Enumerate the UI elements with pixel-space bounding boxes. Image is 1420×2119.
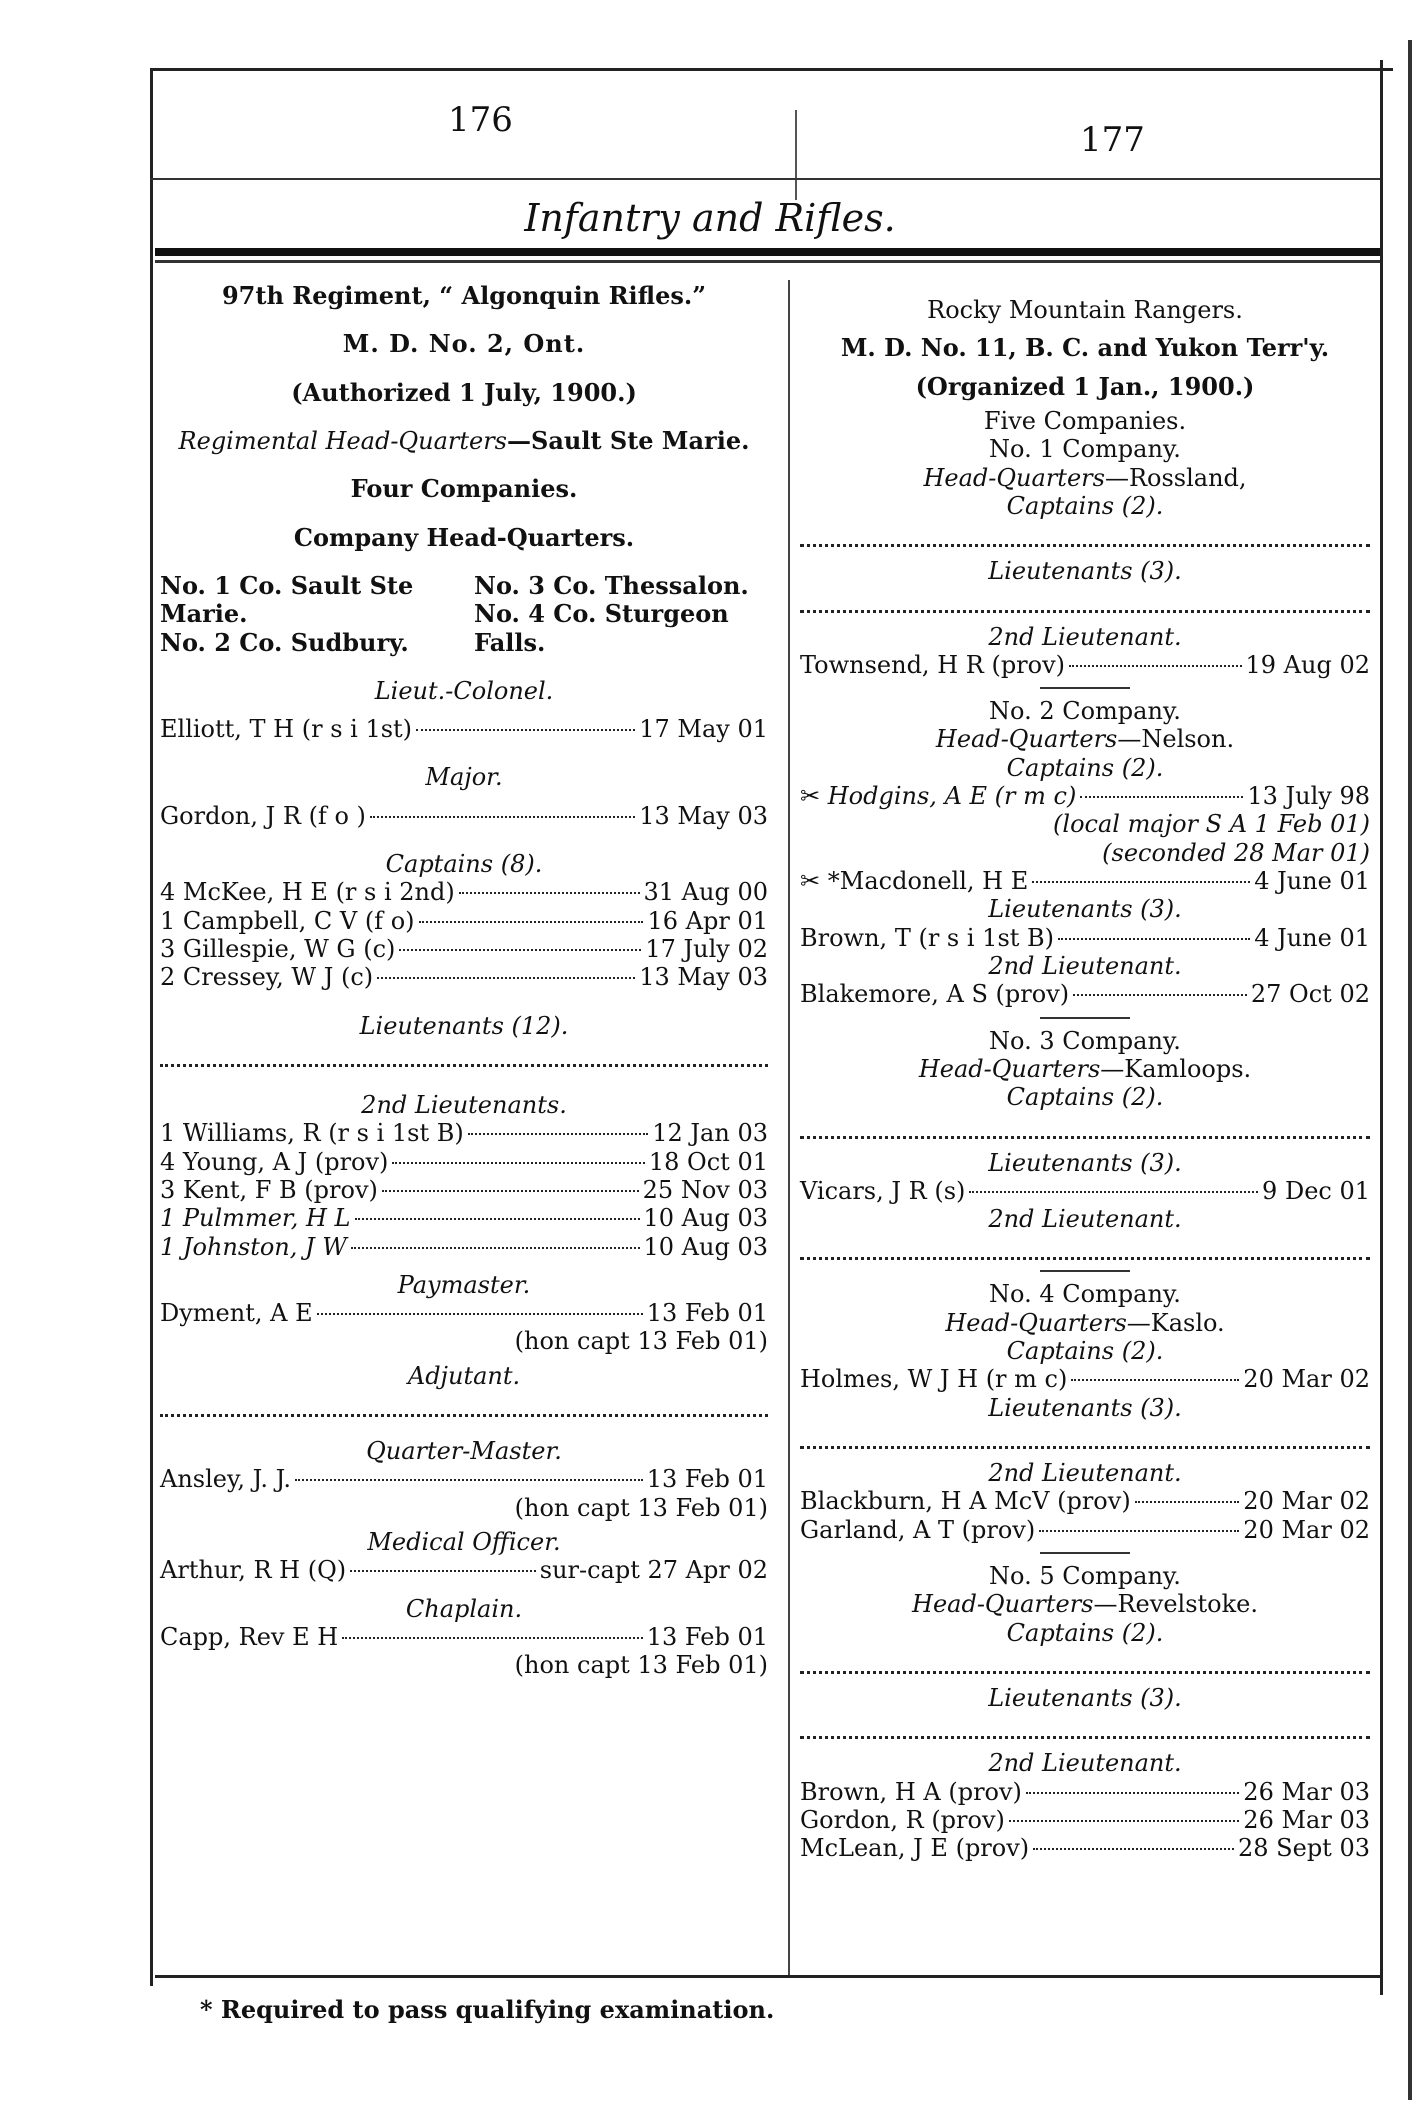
adjutant-heading: Adjutant. <box>407 1361 521 1390</box>
entry-name: Gordon, R (prov) <box>800 1805 1005 1834</box>
officer-entry <box>800 1365 1370 1393</box>
lieutenants-heading: Lieutenants (3). <box>988 895 1182 924</box>
vacant-line <box>160 1396 768 1417</box>
captain-entry <box>160 963 768 991</box>
lt-col-heading: Lieut.-Colonel. <box>374 676 554 705</box>
entry-name: 3 Gillespie, W G (c) <box>160 935 396 963</box>
entry-date: 16 Apr 01 <box>647 906 768 935</box>
entry-name: Ansley, J. J. <box>160 1465 292 1494</box>
entry-name: Blakemore, A S (prov) <box>800 980 1070 1009</box>
company-5-hq <box>800 1590 1370 1618</box>
vacant-line <box>800 526 1370 547</box>
entry-date: 13 May 03 <box>639 801 768 830</box>
mo-heading: Medical Officer. <box>367 1528 561 1556</box>
company-1: No. 1 Co. Sault Ste Marie. <box>160 570 414 629</box>
company-list <box>160 572 768 657</box>
companies-count: Four Companies. <box>350 474 578 504</box>
captain-entry <box>160 907 768 935</box>
section-rule <box>1040 687 1130 689</box>
entry-date: 20 Mar 02 <box>1243 1365 1370 1394</box>
vacant-line <box>800 1653 1370 1674</box>
entry-date: 27 Oct 02 <box>1250 980 1370 1009</box>
entry-name: Capp, Rev E H <box>160 1622 339 1651</box>
company-1-title: No. 1 Company. <box>989 435 1181 464</box>
header-rule <box>150 178 1380 180</box>
second-lt-heading: 2nd Lieutenant. <box>988 1459 1182 1487</box>
officer-entry <box>800 1516 1370 1544</box>
entry-name: McLean, J E (prov) <box>800 1834 1030 1863</box>
entry-name: Townsend, H R (prov) <box>800 650 1066 679</box>
captain-entry <box>160 878 768 906</box>
officer-entry <box>800 1834 1370 1862</box>
scissors-icon: ✂ <box>800 782 821 811</box>
entry-date: 9 Dec 01 <box>1262 1176 1370 1205</box>
entry-date: 26 Mar 03 <box>1243 1777 1370 1806</box>
lieutenants-heading: Lieutenants (3). <box>988 1393 1182 1422</box>
entry-date: 12 Jan 03 <box>652 1119 768 1148</box>
vacant-line <box>800 592 1370 613</box>
entry-date: 13 Feb 01 <box>646 1622 768 1651</box>
entry-name: 1 Campbell, C V (f o) <box>160 906 415 935</box>
company-3-hq <box>800 1055 1370 1083</box>
footnote: * Required to pass qualifying examination. <box>200 1995 775 2024</box>
entry-name: ✂ *Macdonell, H E <box>800 867 1029 895</box>
hq-label: Head-Quarters <box>935 725 1118 754</box>
section-rule <box>1040 1270 1130 1272</box>
entry-date: 19 Aug 02 <box>1245 650 1370 679</box>
entry-date: 25 Nov 03 <box>642 1175 768 1204</box>
major-entry <box>160 802 768 830</box>
qm-heading: Quarter-Master. <box>366 1437 562 1466</box>
second-lt-heading: 2nd Lieutenant. <box>988 1205 1182 1234</box>
hq-value: —Rossland, <box>1104 463 1247 492</box>
entry-date: 13 Feb 01 <box>646 1465 768 1494</box>
company-4: No. 4 Co. Sturgeon Falls. <box>474 599 729 657</box>
hq-value: —Nelson. <box>1117 725 1235 754</box>
entry-name: 1 Pulmmer, H L <box>160 1204 351 1233</box>
company-5-title: No. 5 Company. <box>989 1561 1181 1590</box>
title-rule-thin <box>155 260 1380 263</box>
officer-entry <box>800 782 1370 810</box>
column-divider <box>788 280 790 1975</box>
second-lt-entry <box>160 1233 768 1261</box>
captains-heading: Captains (2). <box>1006 753 1164 782</box>
officer-entry <box>800 924 1370 952</box>
lieutenants-heading: Lieutenants (3). <box>988 1683 1182 1712</box>
entry-name: Dyment, A E <box>160 1299 313 1328</box>
page-edge <box>1408 40 1412 2100</box>
company-4-title: No. 4 Company. <box>989 1280 1181 1309</box>
paymaster-hon: (hon capt 13 Feb 01) <box>514 1327 768 1356</box>
hq-label: Head-Quarters <box>918 1054 1101 1083</box>
entry-name: ✂ Hodgins, A E (r m c) <box>800 782 1077 811</box>
second-lts-heading: 2nd Lieutenants. <box>361 1090 567 1119</box>
lieutenants-heading: Lieutenants (3). <box>988 1148 1182 1177</box>
lt-col-entry <box>160 715 768 743</box>
lieutenants-heading: Lieutenants (3). <box>988 557 1182 586</box>
district: M. D. No. 11, B. C. and Yukon Terr'y. <box>840 333 1330 363</box>
entry-date: 26 Mar 03 <box>1243 1805 1370 1834</box>
right-frame-line <box>1380 60 1383 1995</box>
regimental-hq-label: Regimental Head-Quarters <box>178 426 507 455</box>
entry-date: 17 May 01 <box>639 715 768 744</box>
officer-entry <box>800 980 1370 1008</box>
entry-date: 4 June 01 <box>1254 867 1370 895</box>
officer-entry <box>800 651 1370 679</box>
authorized: (Authorized 1 July, 1900.) <box>291 377 637 407</box>
captains-heading: Captains (2). <box>1006 491 1164 520</box>
second-lt-entry <box>160 1204 768 1232</box>
hq-label: Head-Quarters <box>923 463 1105 492</box>
chaplain-hon: (hon capt 13 Feb 01) <box>514 1651 768 1680</box>
entry-name: Arthur, R H (Q) <box>160 1556 347 1585</box>
regimental-hq-value: —Sault Ste Marie. <box>507 425 750 455</box>
paymaster-heading: Paymaster. <box>397 1270 531 1299</box>
qm-hon: (hon capt 13 Feb 01) <box>514 1493 768 1522</box>
hq-value: —Kamloops. <box>1100 1054 1252 1083</box>
vacant-line <box>800 1428 1370 1449</box>
paymaster-entry <box>160 1299 768 1327</box>
vacant-line <box>160 1046 768 1067</box>
entry-name: 4 McKee, H E (r s i 2nd) <box>160 878 455 907</box>
vacant-line <box>800 1718 1370 1739</box>
officer-entry <box>800 1487 1370 1515</box>
entry-date: 10 Aug 03 <box>643 1204 768 1233</box>
title-rule-thick <box>155 248 1380 256</box>
second-lt-entry <box>160 1148 768 1176</box>
entry-date: 13 July 98 <box>1247 782 1370 811</box>
entry-name: Brown, T (r s i 1st B) <box>800 923 1055 952</box>
entry-name: Holmes, W J H (r m c) <box>800 1365 1068 1394</box>
entry-name: 4 Young, A J (prov) <box>160 1147 389 1176</box>
entry-date: 28 Sept 03 <box>1238 1834 1370 1863</box>
entry-name: Garland, A T (prov) <box>800 1515 1036 1544</box>
company-3-title: No. 3 Company. <box>989 1026 1181 1055</box>
entry-note: (seconded 28 Mar 01) <box>1102 838 1370 867</box>
entry-note: (local major S A 1 Feb 01) <box>1053 810 1370 839</box>
company-3: No. 3 Co. Thessalon. <box>474 570 749 600</box>
company-2: No. 2 Co. Sudbury. <box>160 627 409 657</box>
captain-entry <box>160 935 768 963</box>
regiment-number: 97th <box>221 281 284 310</box>
scissors-icon: ✂ <box>800 867 821 895</box>
hq-label: Head-Quarters <box>912 1590 1094 1619</box>
officer-entry <box>800 1778 1370 1806</box>
page-number-left: 176 <box>448 100 513 140</box>
company-hq-heading: Company Head-Quarters. <box>293 522 635 552</box>
vacant-line <box>800 1239 1370 1260</box>
left-column <box>160 282 768 1680</box>
second-lt-heading: 2nd Lieutenant. <box>988 1749 1182 1778</box>
entry-date: 13 Feb 01 <box>646 1299 768 1328</box>
right-column <box>800 282 1370 1862</box>
officer-entry <box>800 1806 1370 1834</box>
entry-name: 2 Cressey, W J (c) <box>160 963 374 992</box>
company-2-title: No. 2 Company. <box>989 697 1181 726</box>
entry-name: Brown, H A (prov) <box>800 1777 1022 1806</box>
section-title: Infantry and Rifles. <box>524 196 896 240</box>
entry-date: 31 Aug 00 <box>643 878 768 907</box>
entry-name: 1 Johnston, J W <box>160 1232 347 1261</box>
entry-date: sur-capt 27 Apr 02 <box>539 1556 768 1585</box>
chaplain-entry <box>160 1623 768 1651</box>
entry-name: Gordon, J R (f o ) <box>160 801 366 830</box>
entry-name: 1 Williams, R (r s i 1st B) <box>160 1119 464 1148</box>
organized: (Organized 1 Jan., 1900.) <box>915 371 1255 401</box>
entry-date: 20 Mar 02 <box>1243 1487 1370 1516</box>
entry-date: 10 Aug 03 <box>643 1232 768 1261</box>
regiment-heading <box>160 282 768 310</box>
second-lt-entry <box>160 1176 768 1204</box>
company-4-hq <box>800 1309 1370 1337</box>
district: M. D. No. 2, Ont. <box>342 329 586 359</box>
companies-count: Five Companies. <box>983 406 1187 435</box>
entry-date: 4 June 01 <box>1254 923 1370 952</box>
page-number-right: 177 <box>1080 120 1145 160</box>
hq-value: —Kaslo. <box>1126 1308 1225 1337</box>
entry-date: 13 May 03 <box>639 963 768 992</box>
entry-name: Blackburn, H A McV (prov) <box>800 1487 1131 1516</box>
major-heading: Major. <box>425 763 503 792</box>
section-rule <box>1040 1017 1130 1019</box>
officer-entry <box>800 867 1370 895</box>
hq-value: —Revelstoke. <box>1093 1590 1258 1619</box>
second-lt-heading: 2nd Lieutenant. <box>988 951 1182 980</box>
captains-heading: Captains (8). <box>385 850 543 879</box>
hq-label: Head-Quarters <box>945 1308 1127 1337</box>
captains-heading: Captains (2). <box>1006 1337 1164 1366</box>
entry-name: Vicars, J R (s) <box>800 1176 966 1205</box>
mo-entry <box>160 1556 768 1584</box>
officer-entry <box>800 1177 1370 1205</box>
vacant-line <box>800 1118 1370 1139</box>
captains-heading: Captains (2). <box>1006 1083 1164 1112</box>
captains-heading: Captains (2). <box>1006 1618 1164 1647</box>
qm-entry <box>160 1465 768 1493</box>
lieutenants-heading: Lieutenants (12). <box>359 1011 569 1040</box>
regimental-hq <box>160 427 768 455</box>
company-2-hq <box>800 725 1370 753</box>
second-lt-entry <box>160 1119 768 1147</box>
entry-date: 17 July 02 <box>645 935 768 963</box>
regiment-name: Regiment, “ Algonquin Rifles.” <box>292 281 707 310</box>
regiment-heading: Rocky Mountain Rangers. <box>927 296 1243 324</box>
chaplain-heading: Chaplain. <box>405 1594 523 1623</box>
bottom-rule <box>155 1975 1380 1978</box>
company-1-hq <box>800 464 1370 492</box>
entry-date: 18 Oct 01 <box>648 1147 768 1176</box>
entry-date: 20 Mar 02 <box>1243 1515 1370 1544</box>
section-rule <box>1040 1552 1130 1554</box>
entry-name: 3 Kent, F B (prov) <box>160 1175 378 1204</box>
second-lt-heading: 2nd Lieutenant. <box>988 622 1182 651</box>
header-divider <box>795 110 797 200</box>
entry-name: Elliott, T H (r s i 1st) <box>160 715 413 744</box>
